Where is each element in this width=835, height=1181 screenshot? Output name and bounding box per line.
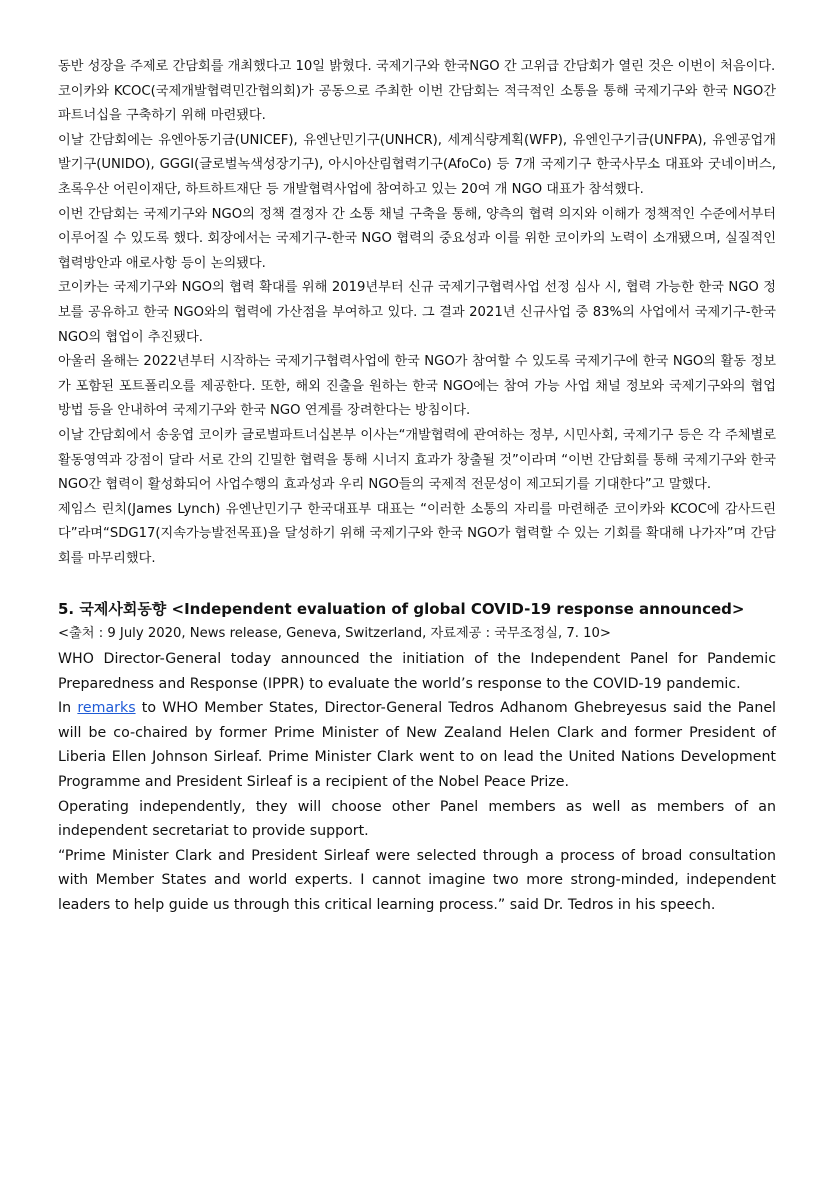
english-paragraph-2-rest: to WHO Member States, Director-General Tedros Adhanom Ghebreyesus said the Panel will be co-chaired by former Prime Minister of New Zealand Helen Clark and former President of Liberia Ellen Johnson Sirleaf. Prime Minister Clark went to on lead the United Nations Development Programme and President Sirleaf is a recipient of the Nobel Peace Prize. [58,700,776,791]
korean-paragraph-1: 동반 성장을 주제로 간담회를 개최했다고 10일 밝혔다. 국제기구와 한국NGO 간 고위급 간담회가 열린 것은 이번이 처음이다. [58,59,776,74]
korean-paragraph-2: 코이카와 KCOC(국제개발협력민간협의회)가 공동으로 주최한 이번 간담회는 적극적인 소통을 통해 국제기구와 한국 NGO간 파트너십을 구축하기 위해 마련됐다. [58,83,776,124]
korean-paragraph-3: 이날 간담회에는 유엔아동기금(UNICEF), 유엔난민기구(UNHCR), 세계식량계획(WFP), 유엔인구기금(UNFPA), 유엔공업개발기구(UNIDO), GGGI(글로벌녹색성장기구), 아시아산림협력기구(AfoCo) 등 7개 국제기구 한국사무소 대표와 굿네이버스, 초록우산 어린이재단, 하트하트재단 등 개발협력사업에 참여하고 있는 20여 개 NGO 대표가 참석했다. [58,132,776,197]
source-line: <출처 : 9 July 2020, News release, Geneva, Switzerland, 자료제공 : 국무조정실, 7. 10> [58,626,611,642]
korean-paragraph-6: 아울러 올해는 2022년부터 시작하는 국제기구협력사업에 한국 NGO가 참여할 수 있도록 국제기구에 한국 NGO의 활동 정보가 포함된 포트폴리오를 제공한다. 또한, 해외 진출을 원하는 한국 NGO에는 참여 가능 사업 채널 정보와 국제기구와의 협업 방법 등을 안내하여 국제기구와 한국 NGO 연계를 장려한다는 방침이다. [58,354,776,419]
english-paragraph-4: “Prime Minister Clark and President Sirleaf were selected through a process of broad consultation with Member States and world experts. I cannot imagine two more strong-minded, independent leaders to help guide us through this critical learning process.” said Dr. Tedros in his speech. [58,847,776,913]
document-page [58,55,776,918]
english-paragraph-2-prefix: In [58,700,78,717]
section-heading: 5. 국제사회동향 <Independent evaluation of global COVID-19 response announced> [58,600,745,619]
remarks-link[interactable]: remarks [77,700,136,717]
korean-paragraph-8: 제임스 린치(James Lynch) 유엔난민기구 한국대표부 대표는 “이러한 소통의 자리를 마련해준 코이카와 KCOC에 감사드린다”라며“SDG17(지속가능발전목표)을 달성하기 위해 국제기구와 한국 NGO가 협력할 수 있는 기회를 확대해 나가자”며 간담회를 마무리했다. [58,501,776,566]
english-paragraph-2 [58,696,776,794]
english-paragraph-3: Operating independently, they will choose other Panel members as well as members of an independent secretariat to provide support. [58,798,776,840]
korean-paragraph-4: 이번 간담회는 국제기구와 NGO의 정책 결정자 간 소통 채널 구축을 통해, 양측의 협력 의지와 이해가 정책적인 수준에서부터 이루어질 수 있도록 했다. 회장에서는 국제기구-한국 NGO 협력의 중요성과 이를 위한 코이카의 노력이 소개됐으며, 실질적인 협력방안과 애로사항 등이 논의됐다. [58,206,776,271]
korean-paragraph-7: 이날 간담회에서 송웅엽 코이카 글로벌파트너십본부 이사는“개발협력에 관여하는 정부, 시민사회, 국제기구 등은 각 주체별로 활동영역과 강점이 달라 서로 간의 긴밀한 협력을 통해 시너지 효과가 창출될 것”이라며 “이번 간담회를 통해 국제기구와 한국 NGO간 협력이 활성화되어 사업수행의 효과성과 우리 NGO들의 국제적 전문성이 제고되기를 기대한다”고 말했다. [58,427,776,493]
english-paragraph-1: WHO Director-General today announced the initiation of the Independent Panel for Pandemic Preparedness and Response (IPPR) to evaluate the world’s response to the COVID-19 pandemic. [58,651,776,692]
korean-paragraph-5: 코이카는 국제기구와 NGO의 협력 확대를 위해 2019년부터 신규 국제기구협력사업 선정 심사 시, 협력 가능한 한국 NGO 정보를 공유하고 한국 NGO와의 협력에 가산점을 부여하고 있다. 그 결과 2021년 신규사업 중 83%의 사업에서 국제기구-한국 NGO의 협업이 추진됐다. [58,280,776,345]
